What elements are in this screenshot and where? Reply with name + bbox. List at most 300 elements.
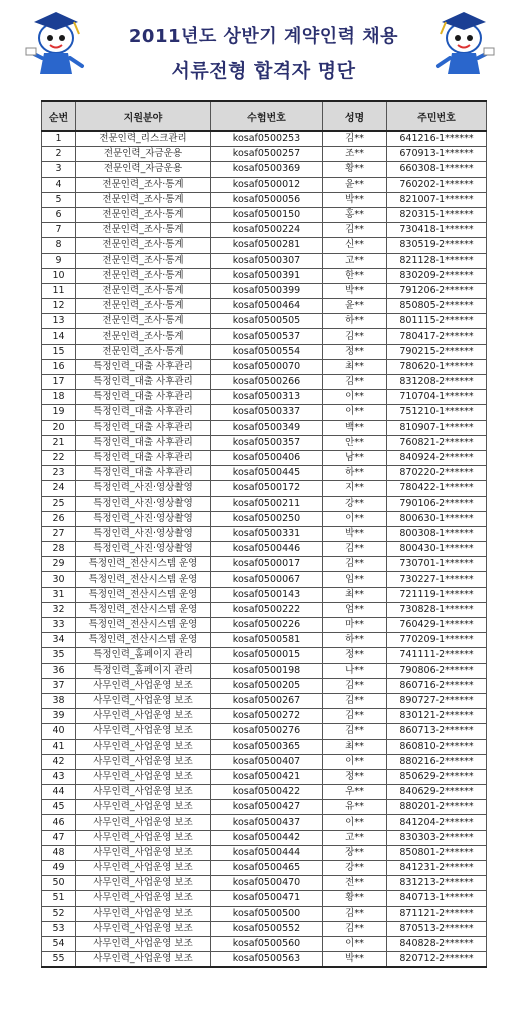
cell-name: 유** (323, 800, 387, 815)
cell-name: 박** (323, 192, 387, 207)
cell-name: 우** (323, 785, 387, 800)
graduate-mascot-icon (432, 8, 496, 78)
cell-field: 사무인력_사업운영 보조 (76, 921, 211, 936)
cell-field: 특정인력_사진·영상촬영 (76, 526, 211, 541)
cell-exam-number: kosaf0500437 (211, 815, 323, 830)
cell-field: 특정인력_사진·영상촬영 (76, 496, 211, 511)
cell-field: 사무인력_사업운영 보조 (76, 800, 211, 815)
cell-number: 35 (42, 648, 76, 663)
cell-number: 55 (42, 952, 76, 968)
cell-id-number: 841231-2****** (387, 861, 487, 876)
cell-field: 특정인력_사진·영상촬영 (76, 481, 211, 496)
table-row (42, 481, 487, 496)
cell-field: 사무인력_사업운영 보조 (76, 845, 211, 860)
cell-field: 사무인력_사업운영 보조 (76, 724, 211, 739)
table-row (42, 268, 487, 283)
cell-name: 지** (323, 481, 387, 496)
cell-number: 49 (42, 861, 76, 876)
cell-id-number: 721119-1****** (387, 587, 487, 602)
table-row (42, 557, 487, 572)
cell-exam-number: kosaf0500421 (211, 769, 323, 784)
cell-field: 사무인력_사업운영 보조 (76, 709, 211, 724)
cell-name: 김** (323, 557, 387, 572)
cell-number: 22 (42, 450, 76, 465)
cell-id-number: 730418-1****** (387, 223, 487, 238)
cell-field: 특정인력_대출 사후관리 (76, 375, 211, 390)
cell-name: 최** (323, 359, 387, 374)
cell-number: 10 (42, 268, 76, 283)
cell-exam-number: kosaf0500198 (211, 663, 323, 678)
cell-number: 44 (42, 785, 76, 800)
cell-exam-number: kosaf0500554 (211, 344, 323, 359)
applicant-table (41, 100, 487, 968)
table-row (42, 511, 487, 526)
cell-id-number: 800430-1****** (387, 542, 487, 557)
cell-exam-number: kosaf0500442 (211, 830, 323, 845)
cell-exam-number: kosaf0500226 (211, 618, 323, 633)
cell-name: 홍** (323, 207, 387, 222)
cell-exam-number: kosaf0500313 (211, 390, 323, 405)
cell-field: 전문인력_자금운용 (76, 162, 211, 177)
cell-name: 김** (323, 678, 387, 693)
table-row (42, 785, 487, 800)
cell-exam-number: kosaf0500500 (211, 906, 323, 921)
table-row (42, 739, 487, 754)
cell-number: 34 (42, 633, 76, 648)
cell-id-number: 730227-1****** (387, 572, 487, 587)
table-row (42, 329, 487, 344)
cell-exam-number: kosaf0500150 (211, 207, 323, 222)
cell-name: 김** (323, 693, 387, 708)
cell-number: 45 (42, 800, 76, 815)
cell-field: 특정인력_대출 사후관리 (76, 435, 211, 450)
cell-number: 48 (42, 845, 76, 860)
cell-field: 전문인력_조사·통계 (76, 253, 211, 268)
cell-name: 박** (323, 283, 387, 298)
cell-name: 장** (323, 845, 387, 860)
cell-number: 25 (42, 496, 76, 511)
table-row (42, 800, 487, 815)
cell-name: 김** (323, 131, 387, 147)
table-row (42, 283, 487, 298)
cell-exam-number: kosaf0500406 (211, 450, 323, 465)
cell-name: 정** (323, 344, 387, 359)
cell-number: 26 (42, 511, 76, 526)
cell-field: 사무인력_사업운영 보조 (76, 815, 211, 830)
cell-name: 정** (323, 648, 387, 663)
cell-exam-number: kosaf0500391 (211, 268, 323, 283)
cell-number: 8 (42, 238, 76, 253)
cell-exam-number: kosaf0500349 (211, 420, 323, 435)
table-row (42, 147, 487, 162)
cell-name: 백** (323, 420, 387, 435)
cell-name: 조** (323, 147, 387, 162)
cell-id-number: 710704-1****** (387, 390, 487, 405)
cell-number: 14 (42, 329, 76, 344)
cell-name: 임** (323, 572, 387, 587)
cell-name: 김** (323, 921, 387, 936)
cell-name: 최** (323, 739, 387, 754)
cell-id-number: 840924-2****** (387, 450, 487, 465)
cell-number: 32 (42, 602, 76, 617)
cell-id-number: 870513-2****** (387, 921, 487, 936)
cell-number: 47 (42, 830, 76, 845)
cell-number: 1 (42, 131, 76, 147)
cell-field: 사무인력_사업운영 보조 (76, 936, 211, 951)
cell-field: 전문인력_리스크관리 (76, 131, 211, 147)
cell-field: 전문인력_조사·통계 (76, 283, 211, 298)
cell-id-number: 841204-2****** (387, 815, 487, 830)
table-row (42, 131, 487, 147)
table-row (42, 177, 487, 192)
table-row (42, 359, 487, 374)
table-row (42, 709, 487, 724)
cell-id-number: 830121-2****** (387, 709, 487, 724)
cell-number: 37 (42, 678, 76, 693)
cell-name: 나** (323, 663, 387, 678)
table-row (42, 921, 487, 936)
cell-name: 김** (323, 223, 387, 238)
cell-id-number: 820712-2****** (387, 952, 487, 968)
cell-id-number: 850801-2****** (387, 845, 487, 860)
cell-number: 16 (42, 359, 76, 374)
table-row (42, 906, 487, 921)
cell-exam-number: kosaf0500250 (211, 511, 323, 526)
cell-exam-number: kosaf0500407 (211, 754, 323, 769)
cell-exam-number: kosaf0500307 (211, 253, 323, 268)
cell-id-number: 770209-1****** (387, 633, 487, 648)
cell-number: 21 (42, 435, 76, 450)
table-row (42, 405, 487, 420)
table-row (42, 678, 487, 693)
column-header-exam-number: 수험번호 (211, 101, 323, 131)
table-row (42, 633, 487, 648)
cell-exam-number: kosaf0500257 (211, 147, 323, 162)
cell-field: 사무인력_사업운영 보조 (76, 861, 211, 876)
cell-field: 전문인력_조사·통계 (76, 344, 211, 359)
cell-id-number: 641216-1****** (387, 131, 487, 147)
cell-number: 15 (42, 344, 76, 359)
cell-name: 이** (323, 815, 387, 830)
cell-exam-number: kosaf0500471 (211, 891, 323, 906)
cell-number: 18 (42, 390, 76, 405)
table-row (42, 390, 487, 405)
table-row (42, 693, 487, 708)
table-row (42, 420, 487, 435)
column-header-name: 성명 (323, 101, 387, 131)
cell-exam-number: kosaf0500017 (211, 557, 323, 572)
cell-name: 신** (323, 238, 387, 253)
cell-id-number: 830209-2****** (387, 268, 487, 283)
cell-name: 정** (323, 769, 387, 784)
table-row (42, 618, 487, 633)
table-row (42, 587, 487, 602)
table-row (42, 724, 487, 739)
cell-number: 9 (42, 253, 76, 268)
cell-field: 전문인력_조사·통계 (76, 329, 211, 344)
cell-exam-number: kosaf0500369 (211, 162, 323, 177)
table-row (42, 375, 487, 390)
cell-id-number: 820315-1****** (387, 207, 487, 222)
cell-field: 사무인력_사업운영 보조 (76, 678, 211, 693)
cell-number: 39 (42, 709, 76, 724)
cell-exam-number: kosaf0500357 (211, 435, 323, 450)
cell-exam-number: kosaf0500224 (211, 223, 323, 238)
cell-id-number: 790806-2****** (387, 663, 487, 678)
cell-field: 전문인력_조사·통계 (76, 192, 211, 207)
cell-field: 전문인력_조사·통계 (76, 223, 211, 238)
cell-number: 5 (42, 192, 76, 207)
table-row (42, 238, 487, 253)
cell-exam-number: kosaf0500281 (211, 238, 323, 253)
table-row (42, 572, 487, 587)
cell-name: 김** (323, 375, 387, 390)
cell-exam-number: kosaf0500581 (211, 633, 323, 648)
cell-exam-number: kosaf0500537 (211, 329, 323, 344)
cell-exam-number: kosaf0500211 (211, 496, 323, 511)
column-header-id-number: 주민번호 (387, 101, 487, 131)
cell-id-number: 730701-1****** (387, 557, 487, 572)
cell-name: 최** (323, 587, 387, 602)
cell-name: 강** (323, 861, 387, 876)
column-header-number: 순번 (42, 101, 76, 131)
table-header-row (42, 101, 487, 131)
cell-id-number: 880201-2****** (387, 800, 487, 815)
cell-id-number: 821007-1****** (387, 192, 487, 207)
cell-id-number: 840828-2****** (387, 936, 487, 951)
cell-id-number: 810907-1****** (387, 420, 487, 435)
cell-field: 특정인력_전산시스템 운영 (76, 572, 211, 587)
table-row (42, 299, 487, 314)
cell-number: 50 (42, 876, 76, 891)
table-body (42, 131, 487, 967)
cell-number: 7 (42, 223, 76, 238)
table-row (42, 891, 487, 906)
cell-field: 특정인력_대출 사후관리 (76, 420, 211, 435)
cell-name: 김** (323, 724, 387, 739)
cell-number: 54 (42, 936, 76, 951)
cell-id-number: 790215-2****** (387, 344, 487, 359)
cell-name: 하** (323, 314, 387, 329)
cell-name: 강** (323, 496, 387, 511)
cell-id-number: 871121-2****** (387, 906, 487, 921)
cell-field: 사무인력_사업운영 보조 (76, 876, 211, 891)
cell-name: 마** (323, 618, 387, 633)
cell-name: 이** (323, 754, 387, 769)
cell-exam-number: kosaf0500470 (211, 876, 323, 891)
cell-number: 12 (42, 299, 76, 314)
cell-field: 사무인력_사업운영 보조 (76, 754, 211, 769)
cell-id-number: 760202-1****** (387, 177, 487, 192)
cell-number: 29 (42, 557, 76, 572)
cell-field: 특정인력_대출 사후관리 (76, 359, 211, 374)
cell-number: 30 (42, 572, 76, 587)
cell-number: 33 (42, 618, 76, 633)
page-header (0, 0, 527, 96)
cell-name: 황** (323, 162, 387, 177)
cell-field: 전문인력_조사·통계 (76, 299, 211, 314)
cell-number: 19 (42, 405, 76, 420)
cell-id-number: 741111-2****** (387, 648, 487, 663)
cell-id-number: 801115-2****** (387, 314, 487, 329)
cell-exam-number: kosaf0500560 (211, 936, 323, 951)
cell-number: 27 (42, 526, 76, 541)
table-row (42, 769, 487, 784)
cell-field: 사무인력_사업운영 보조 (76, 785, 211, 800)
cell-name: 황** (323, 891, 387, 906)
cell-id-number: 860716-2****** (387, 678, 487, 693)
cell-number: 46 (42, 815, 76, 830)
cell-number: 40 (42, 724, 76, 739)
cell-name: 한** (323, 268, 387, 283)
cell-number: 38 (42, 693, 76, 708)
cell-id-number: 840713-1****** (387, 891, 487, 906)
cell-name: 윤** (323, 177, 387, 192)
cell-name: 박** (323, 952, 387, 968)
cell-id-number: 831208-2****** (387, 375, 487, 390)
cell-id-number: 790106-2****** (387, 496, 487, 511)
table-row (42, 192, 487, 207)
cell-field: 사무인력_사업운영 보조 (76, 769, 211, 784)
cell-field: 전문인력_자금운용 (76, 147, 211, 162)
cell-id-number: 800630-1****** (387, 511, 487, 526)
cell-number: 17 (42, 375, 76, 390)
cell-name: 고** (323, 253, 387, 268)
cell-exam-number: kosaf0500444 (211, 845, 323, 860)
cell-name: 김** (323, 329, 387, 344)
cell-number: 3 (42, 162, 76, 177)
cell-field: 특정인력_사진·영상촬영 (76, 511, 211, 526)
table-row (42, 648, 487, 663)
cell-name: 박** (323, 526, 387, 541)
cell-number: 2 (42, 147, 76, 162)
cell-id-number: 890727-2****** (387, 693, 487, 708)
table-row (42, 450, 487, 465)
cell-number: 6 (42, 207, 76, 222)
table-row (42, 435, 487, 450)
table-row (42, 663, 487, 678)
cell-id-number: 780620-1****** (387, 359, 487, 374)
cell-id-number: 670913-1****** (387, 147, 487, 162)
cell-exam-number: kosaf0500446 (211, 542, 323, 557)
cell-name: 김** (323, 542, 387, 557)
cell-id-number: 800308-1****** (387, 526, 487, 541)
cell-id-number: 860713-2****** (387, 724, 487, 739)
cell-exam-number: kosaf0500337 (211, 405, 323, 420)
table-row (42, 936, 487, 951)
cell-field: 특정인력_사진·영상촬영 (76, 542, 211, 557)
cell-field: 특정인력_전산시스템 운영 (76, 633, 211, 648)
cell-exam-number: kosaf0500465 (211, 861, 323, 876)
cell-field: 사무인력_사업운영 보조 (76, 891, 211, 906)
cell-number: 11 (42, 283, 76, 298)
cell-exam-number: kosaf0500172 (211, 481, 323, 496)
cell-exam-number: kosaf0500276 (211, 724, 323, 739)
cell-field: 전문인력_조사·통계 (76, 314, 211, 329)
cell-number: 51 (42, 891, 76, 906)
cell-exam-number: kosaf0500445 (211, 466, 323, 481)
cell-exam-number: kosaf0500253 (211, 131, 323, 147)
cell-name: 김** (323, 906, 387, 921)
page-title: 2011년도 상반기 계약인력 채용 (128, 26, 399, 47)
cell-id-number: 760821-2****** (387, 435, 487, 450)
table-row (42, 861, 487, 876)
cell-id-number: 860810-2****** (387, 739, 487, 754)
cell-field: 특정인력_홈페이지 관리 (76, 648, 211, 663)
cell-exam-number: kosaf0500067 (211, 572, 323, 587)
table-row (42, 526, 487, 541)
cell-id-number: 821128-1****** (387, 253, 487, 268)
cell-field: 특정인력_대출 사후관리 (76, 450, 211, 465)
cell-field: 특정인력_전산시스템 운영 (76, 602, 211, 617)
cell-field: 사무인력_사업운영 보조 (76, 952, 211, 968)
table-row (42, 845, 487, 860)
cell-exam-number: kosaf0500272 (211, 709, 323, 724)
cell-field: 사무인력_사업운영 보조 (76, 693, 211, 708)
cell-exam-number: kosaf0500427 (211, 800, 323, 815)
cell-exam-number: kosaf0500365 (211, 739, 323, 754)
table-row (42, 815, 487, 830)
cell-exam-number: kosaf0500012 (211, 177, 323, 192)
cell-exam-number: kosaf0500056 (211, 192, 323, 207)
table-row (42, 496, 487, 511)
cell-number: 24 (42, 481, 76, 496)
cell-id-number: 830303-2****** (387, 830, 487, 845)
cell-field: 특정인력_대출 사후관리 (76, 466, 211, 481)
table-row (42, 602, 487, 617)
cell-name: 안** (323, 435, 387, 450)
cell-field: 사무인력_사업운영 보조 (76, 906, 211, 921)
cell-number: 53 (42, 921, 76, 936)
cell-exam-number: kosaf0500266 (211, 375, 323, 390)
table-row (42, 830, 487, 845)
cell-field: 전문인력_조사·통계 (76, 207, 211, 222)
cell-exam-number: kosaf0500552 (211, 921, 323, 936)
cell-name: 남** (323, 450, 387, 465)
table-row (42, 542, 487, 557)
cell-exam-number: kosaf0500505 (211, 314, 323, 329)
cell-id-number: 751210-1****** (387, 405, 487, 420)
cell-id-number: 780422-1****** (387, 481, 487, 496)
cell-id-number: 780417-2****** (387, 329, 487, 344)
cell-number: 41 (42, 739, 76, 754)
cell-exam-number: kosaf0500267 (211, 693, 323, 708)
cell-exam-number: kosaf0500563 (211, 952, 323, 968)
cell-field: 특정인력_대출 사후관리 (76, 390, 211, 405)
cell-id-number: 730828-1****** (387, 602, 487, 617)
cell-exam-number: kosaf0500205 (211, 678, 323, 693)
cell-number: 52 (42, 906, 76, 921)
cell-field: 전문인력_조사·통계 (76, 177, 211, 192)
cell-id-number: 870220-2****** (387, 466, 487, 481)
table-row (42, 876, 487, 891)
table-row (42, 223, 487, 238)
cell-field: 사무인력_사업운영 보조 (76, 830, 211, 845)
table-row (42, 344, 487, 359)
cell-field: 특정인력_전산시스템 운영 (76, 587, 211, 602)
cell-id-number: 791206-2****** (387, 283, 487, 298)
table-row (42, 207, 487, 222)
cell-name: 하** (323, 466, 387, 481)
table-row (42, 466, 487, 481)
cell-number: 4 (42, 177, 76, 192)
cell-id-number: 830519-2****** (387, 238, 487, 253)
cell-exam-number: kosaf0500143 (211, 587, 323, 602)
cell-number: 28 (42, 542, 76, 557)
cell-id-number: 840629-2****** (387, 785, 487, 800)
cell-number: 31 (42, 587, 76, 602)
cell-exam-number: kosaf0500222 (211, 602, 323, 617)
